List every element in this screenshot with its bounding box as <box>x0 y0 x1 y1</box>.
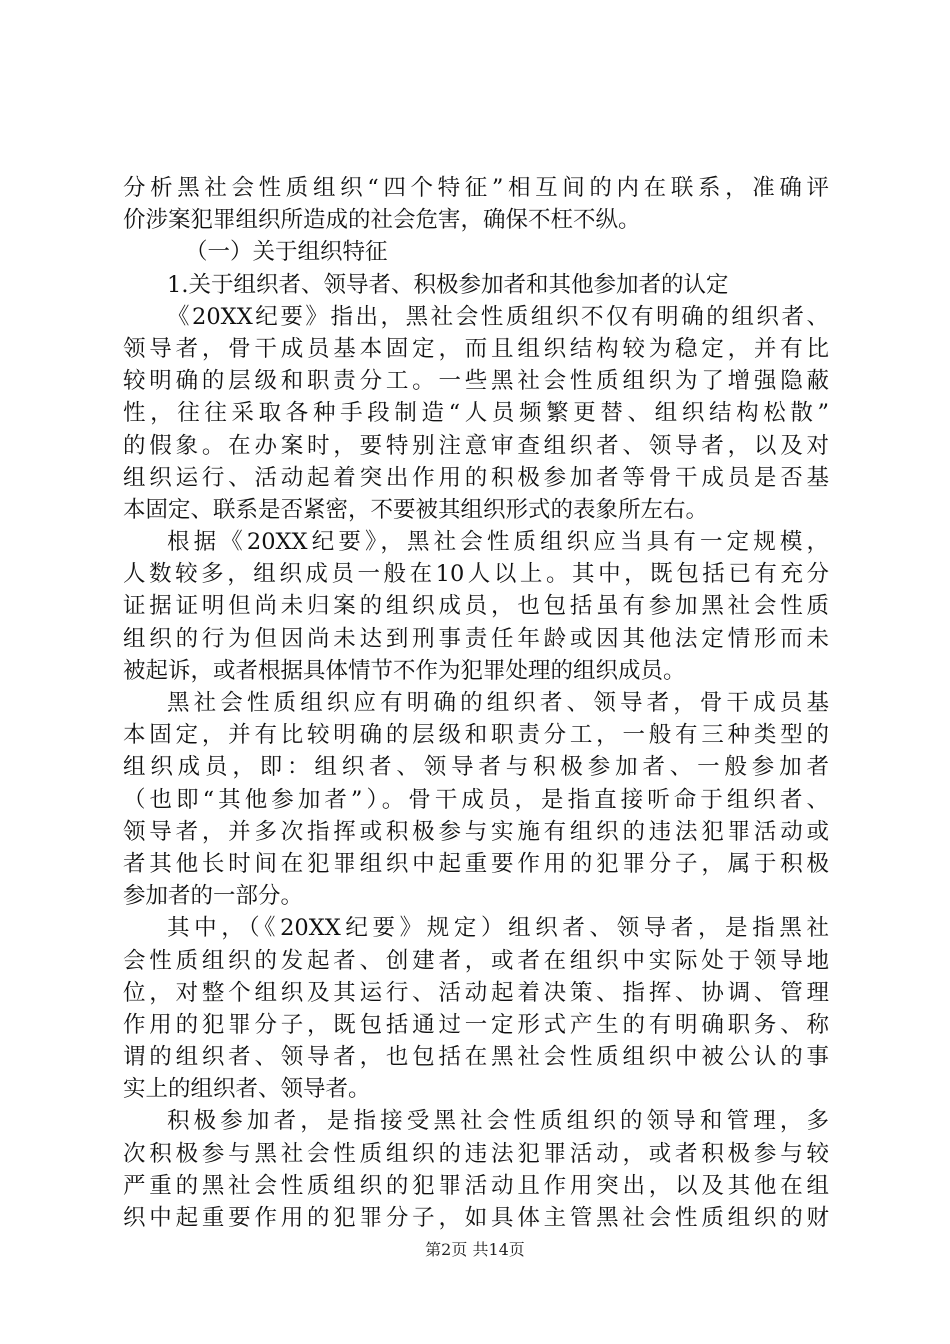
text-line: 作用的犯罪分子，既包括通过一定形式产生的有明确职务、称 <box>123 1011 829 1038</box>
text-line: （一）关于组织特征 <box>185 239 388 266</box>
text-line: 组织成员，即：组织者、领导者与积极参加者、一般参加者 <box>123 754 829 781</box>
text-line: 实上的组织者、领导者。 <box>123 1076 371 1103</box>
text-line: 参加者的一部分。 <box>123 883 304 910</box>
text-line: 组织运行、活动起着突出作用的积极参加者等骨干成员是否基 <box>123 464 829 491</box>
text-line: 黑社会性质组织应有明确的组织者、领导者，骨干成员基 <box>167 690 829 716</box>
text-line: 谓的组织者、领导者，也包括在黑社会性质组织中被公认的事 <box>123 1044 829 1071</box>
document-body <box>123 172 829 1234</box>
text-line: 的假象。在办案时，要特别注意审查组织者、领导者，以及对 <box>123 432 829 459</box>
text-line: 《20XX纪要》指出，黑社会性质组织不仅有明确的组织者、 <box>167 303 829 330</box>
text-line: 位，对整个组织及其运行、活动起着决策、指挥、协调、管理 <box>123 979 829 1006</box>
text-line: 织中起重要作用的犯罪分子，如具体主管黑社会性质组织的财 <box>123 1205 829 1231</box>
text-line: 本固定、联系是否紧密，不要被其组织形式的表象所左右。 <box>123 496 709 523</box>
text-line: 本固定，并有比较明确的层级和职责分工，一般有三种类型的 <box>123 722 829 749</box>
text-line: 根据《20XX纪要》，黑社会性质组织应当具有一定规模， <box>167 529 829 556</box>
text-line: 人数较多，组织成员一般在10人以上。其中，既包括已有充分 <box>123 561 829 588</box>
text-line: 者其他长时间在犯罪组织中起重要作用的犯罪分子，属于积极 <box>123 850 829 877</box>
text-line: 次积极参与黑社会性质组织的违法犯罪活动，或者积极参与较 <box>123 1140 829 1167</box>
text-line: （也即“其他参加者”）。骨干成员，是指直接听命于组织者、 <box>123 786 829 813</box>
text-line: 证据证明但尚未归案的组织成员，也包括虽有参加黑社会性质 <box>123 593 829 620</box>
text-line: 积极参加者，是指接受黑社会性质组织的领导和管理，多 <box>167 1108 829 1135</box>
text-line: 1.关于组织者、领导者、积极参加者和其他参加者的认定 <box>167 271 729 298</box>
text-line: 领导者，并多次指挥或积极参与实施有组织的违法犯罪活动或 <box>123 818 829 845</box>
text-line: 分析黑社会性质组织“四个特征”相互间的内在联系，准确评 <box>123 175 829 201</box>
text-line: 较明确的层级和职责分工。一些黑社会性质组织为了增强隐蔽 <box>123 368 829 395</box>
text-line: 领导者，骨干成员基本固定，而且组织结构较为稳定，并有比 <box>123 335 829 362</box>
text-line: 被起诉，或者根据具体情节不作为犯罪处理的组织成员。 <box>123 657 686 684</box>
text-line: 严重的黑社会性质组织的犯罪活动且作用突出，以及其他在组 <box>123 1172 829 1199</box>
text-line: 会性质组织的发起者、创建者，或者在组织中实际处于领导地 <box>123 947 829 974</box>
page-footer: 第2页 共14页 <box>425 1240 525 1259</box>
text-line: 性，往往采取各种手段制造“人员频繁更替、组织结构松散” <box>123 400 829 427</box>
text-line: 其中，（《20XX纪要》规定）组织者、领导者，是指黑社 <box>167 915 829 942</box>
text-line: 组织的行为但因尚未达到刑事责任年龄或因其他法定情形而未 <box>123 625 829 652</box>
text-line: 价涉案犯罪组织所造成的社会危害，确保不枉不纵。 <box>123 207 641 234</box>
